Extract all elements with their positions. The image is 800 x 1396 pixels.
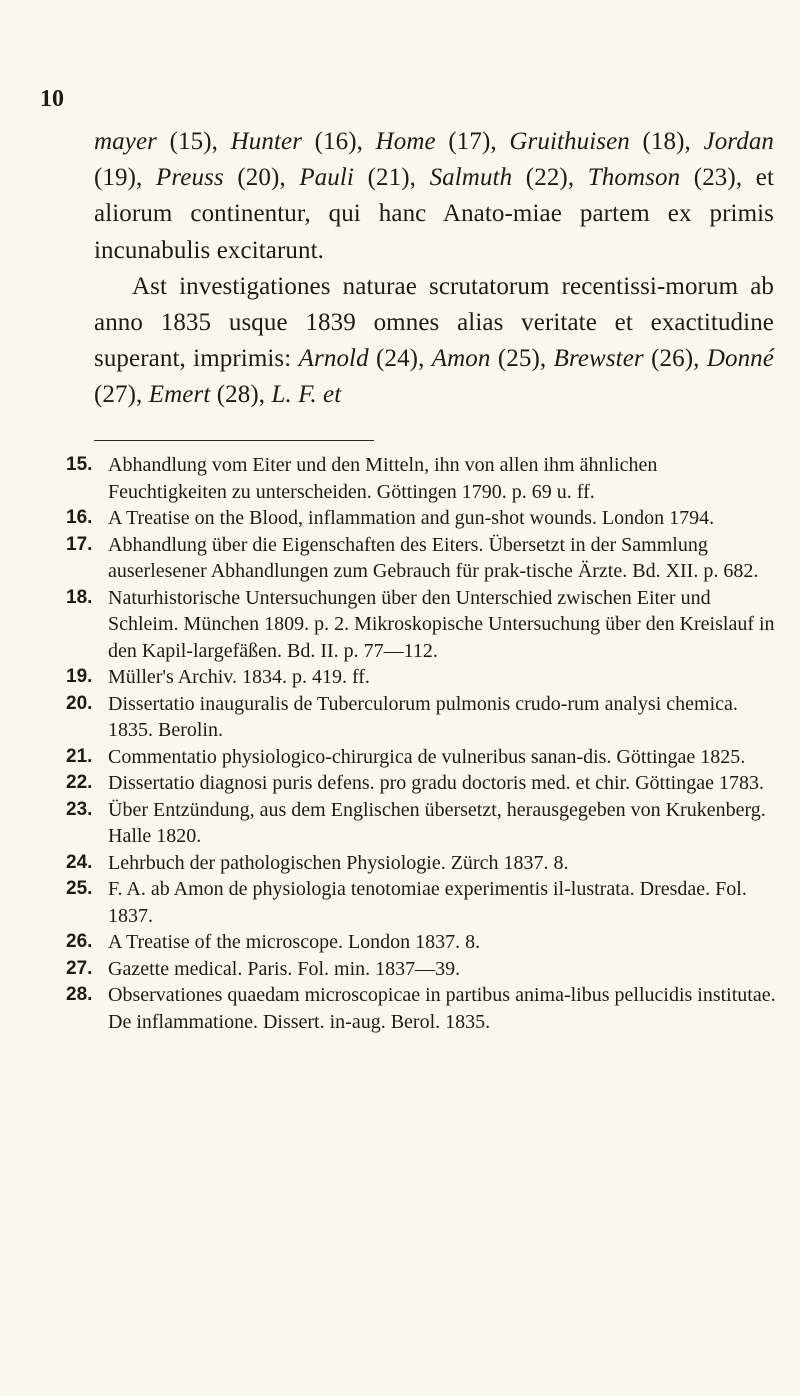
text-run: (25), [490, 345, 554, 373]
footnote-item [66, 876, 778, 929]
text-run: (21), [353, 164, 430, 192]
footnote-item [66, 744, 778, 771]
footnote-number: 23. [66, 798, 93, 820]
text-run: (17), [435, 128, 510, 155]
footnote-number: 21. [66, 745, 93, 767]
footnote-text: Gazette medical. Paris. Fol. min. 1837—39. [108, 957, 461, 980]
cited-author-name: mayer [94, 128, 157, 155]
paragraph-continued [94, 124, 774, 269]
cited-author-name: Emert [148, 381, 211, 409]
text-run: (23), et aliorum continentur, qui hanc Anato-miae partem ex primis incunabulis excitarunt. [94, 164, 774, 264]
page-number: 10 [40, 86, 64, 112]
cited-author-name: Gruithuisen [509, 128, 630, 155]
cited-author-name: L. F. et [271, 381, 342, 409]
footnote-number: 24. [66, 851, 93, 873]
text-run: (27), [94, 381, 149, 409]
footnote-text: Abhandlung über die Eigenschaften des Eiters. Übersetzt in der Sammlung auserlesener Abhandlungen zum Gebrauch für prak-tische Ärzte. Bd. XII. p. 682. [108, 533, 759, 582]
footnote-text: F. A. ab Amon de physiologia tenotomiae experimentis il-lustrata. Dresdae. Fol. 1837. [108, 878, 747, 927]
cited-author-name: Amon [431, 345, 491, 373]
footnote-number: 19. [66, 666, 93, 687]
footnote-text: Abhandlung vom Eiter und den Mitteln, ihn von allen ihm ähnlichen Feuchtigkeiten zu unterscheiden. Göttingen 1790. p. 69 u. ff. [108, 454, 658, 503]
cited-author-name: Thomson [587, 164, 681, 192]
cited-author-name: Donné [706, 345, 774, 373]
footnote-number: 20. [66, 692, 93, 714]
footnote-item [66, 664, 778, 691]
cited-author-name: Pauli [299, 164, 354, 192]
footnote-text: A Treatise on the Blood, inflammation and gun-shot wounds. London 1794. [108, 507, 715, 529]
cited-author-name: Salmuth [429, 164, 513, 192]
footnote-number: 25. [66, 878, 93, 899]
footnote-number: 16. [66, 507, 93, 528]
footnote-item [66, 956, 778, 983]
text-run: (24), [368, 345, 432, 373]
footnote-item [66, 585, 778, 665]
footnote-number: 15. [66, 454, 93, 475]
text-run: (26), [643, 345, 707, 373]
text-run: (15), [156, 128, 231, 155]
cited-author-name: Jordan [703, 128, 775, 155]
cited-author-name: Preuss [156, 164, 224, 192]
footnote-text: Observationes quaedam microscopicae in partibus anima-libus pellucidis institutae. De inflammatione. Dissert. in-aug. Berol. 1835. [108, 984, 776, 1033]
footnote-item [66, 797, 778, 850]
footnote-text: Dissertatio diagnosi puris defens. pro gradu doctoris med. et chir. Göttingae 1783. [108, 772, 764, 794]
cited-author-name: Hunter [230, 128, 303, 155]
text-run: (19), [94, 164, 156, 192]
footnote-text: Über Entzündung, aus dem Englischen übersetzt, herausgegeben von Krukenberg. Halle 1820. [108, 798, 766, 847]
footnote-text: Commentatio physiologico-chirurgica de vulneribus sanan-dis. Göttingae 1825. [108, 745, 746, 768]
footnote-number: 27. [66, 957, 93, 979]
footnote-item [66, 850, 778, 877]
footnote-number: 28. [66, 984, 93, 1005]
text-run: (16), [302, 128, 376, 155]
footnote-text: Müller's Archiv. 1834. p. 419. ff. [108, 666, 370, 688]
footnote-text: A Treatise of the microscope. London 1837. 8. [108, 931, 481, 953]
footnote-number: 17. [66, 533, 93, 555]
text-run: (28), [210, 381, 272, 409]
footnotes [66, 452, 778, 1035]
footnote-text: Naturhistorische Untersuchungen über den Unterschied zwischen Eiter und Schleim. München 1809. p. 2. Mikroskopische Untersuchung über den Kreislauf in den Kapil-largefäßen. Bd. II. p. 77—112. [108, 586, 775, 662]
cited-author-name: Brewster [553, 345, 644, 373]
footnote-item [66, 452, 778, 505]
footnote-number: 18. [66, 586, 93, 608]
footnote-number: 22. [66, 772, 93, 793]
footnote-item [66, 982, 778, 1035]
text-run: (22), [512, 164, 588, 192]
footnote-item [66, 532, 778, 585]
cited-author-name: Home [375, 128, 436, 155]
text-run: (18), [629, 128, 704, 155]
paragraph-investigationes [94, 269, 774, 414]
footnote-text: Dissertatio inauguralis de Tuberculorum pulmonis crudo-rum analysi chemica. 1835. Berolin. [108, 692, 738, 741]
footnote-text: Lehrbuch der pathologischen Physiologie. Zürch 1837. 8. [108, 851, 569, 874]
text-run: (20), [223, 164, 300, 192]
main-text [94, 124, 774, 414]
text-run: Ast investigationes naturae scrutatorum recentissi-morum ab anno 1835 usque 1839 omnes alias veritate et exactitudine superant, imprimis: [94, 272, 774, 373]
cited-author-name: Arnold [298, 345, 369, 373]
footnote-item [66, 770, 778, 797]
footnote-item [66, 929, 778, 956]
footnote-divider [94, 440, 374, 441]
footnote-item [66, 691, 778, 744]
footnote-item [66, 505, 778, 532]
footnote-number: 26. [66, 931, 93, 952]
